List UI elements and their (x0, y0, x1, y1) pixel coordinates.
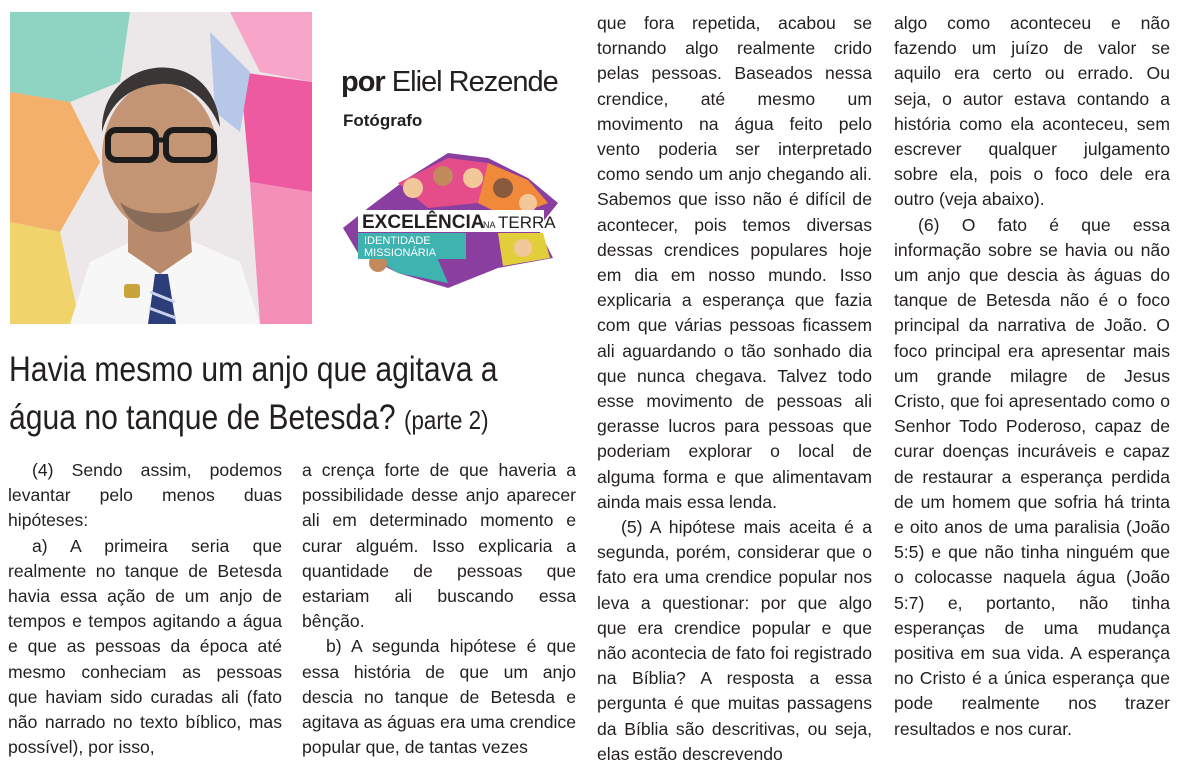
author-portrait-illustration (10, 12, 312, 324)
paragraph: (4) Sendo assim, podemos levantar pelo menos duas hipóteses: (8, 460, 282, 531)
title-part: (parte 2) (404, 405, 489, 435)
paragraph: a) A primeira seria que realmente no tanque de Betesda havia essa ação de um anjo de tempos e tempos agitando a água e que as pessoas da época até mesmo conheciam as pessoas que haviam sido curadas ali (fato não narrado no texto bíblico, mas possível), por isso, (8, 535, 282, 758)
author-role: Fotógrafo (343, 111, 423, 130)
logo-main-text: EXCELÊNCIA (362, 212, 485, 233)
author-photo (10, 12, 312, 324)
byline-prefix: por (341, 66, 385, 98)
text-column-3 (597, 11, 872, 767)
paragraph: a crença forte de que haveria a possibilidade desse anjo aparecer ali em determinado momento e curar alguém. Isso explicaria a quantidade de pessoas que estariam ali buscando essa bênção. (302, 460, 576, 632)
article-title (9, 346, 498, 444)
logo-terra-text: TERRA (498, 213, 556, 232)
title-line-2-text: água no tanque de Betesda? (9, 398, 396, 437)
paragraph: algo como aconteceu e não fazendo um juízo de valor se aquilo era certo ou errado. Ou seja, o autor estava contando a história como ela aconteceu, sem escrever qualquer julgamento sobre ela, pois o foco dele era outro (veja abaixo). (894, 13, 1170, 210)
excelencia-na-terra-logo (338, 148, 564, 288)
author-name: Eliel Rezende (391, 66, 558, 98)
column-logo (338, 148, 564, 288)
paragraph: b) A segunda hipótese é que essa história de que um anjo descia no tanque de Betesda e agitava as águas era uma crendice popular que, de tantas vezes (302, 636, 576, 758)
text-column-4 (894, 11, 1170, 742)
text-column-2 (302, 458, 576, 760)
paragraph: que fora repetida, acabou se tornando algo realmente crido pelas pessoas. Baseados nessa crendice, até mesmo um movimento na água feito pelo vento poderia ser interpretado como sendo um anjo chegando ali. Sabemos que isso não é difícil de acontecer, pois temos diversas dessas crendices populares hoje em dia em nosso mundo. Isso explicaria a esperança que fazia com que várias pessoas ficassem ali aguardando o tão sonhado dia que nunca chegava. Talvez todo esse movimento de pessoas ali gerasse lucros para pessoas que poderiam explorar o local de alguma forma e que alimentavam ainda mais essa lenda. (597, 13, 872, 512)
logo-sub2-text: MISSIONÁRIA (364, 247, 437, 259)
logo-na-text: NA (483, 220, 496, 230)
logo-sub1-text: IDENTIDADE (364, 235, 431, 247)
author-byline (341, 66, 558, 99)
title-line-1: Havia mesmo um anjo que agitava a (9, 350, 498, 389)
text-column-1 (8, 458, 282, 760)
paragraph: (5) A hipótese mais aceita é a segunda, porém, considerar que o fato era uma crendice popular nos leva a questionar: por que algo que era crendice popular e que não acontecia de fato foi registrado na Bíblia? A resposta a essa pergunta é que muitas passagens da Bíblia são descritivas, ou seja, elas estão descrevendo (597, 517, 872, 764)
paragraph: (6) O fato é que essa informação sobre se havia ou não um anjo que descia às águas do tanque de Betesda não é o foco principal da narrativa de João. O foco principal era apresentar mais um grande milagre de Jesus Cristo, que foi apresentado como o Senhor Todo Poderoso, capaz de curar doenças incuráveis e capaz de restaurar a esperança perdida de um homem que sofria há trinta e oito anos de uma paralisia (João 5:5) e que não tinha ninguém que o colocasse naquela água (João 5:7) e, portanto, não tinha esperanças de uma mudança positiva em sua vida. A esperança no Cristo é a única esperança que pode realmente nos trazer resultados e nos curar. (894, 214, 1170, 739)
title-line-2 (9, 394, 491, 444)
